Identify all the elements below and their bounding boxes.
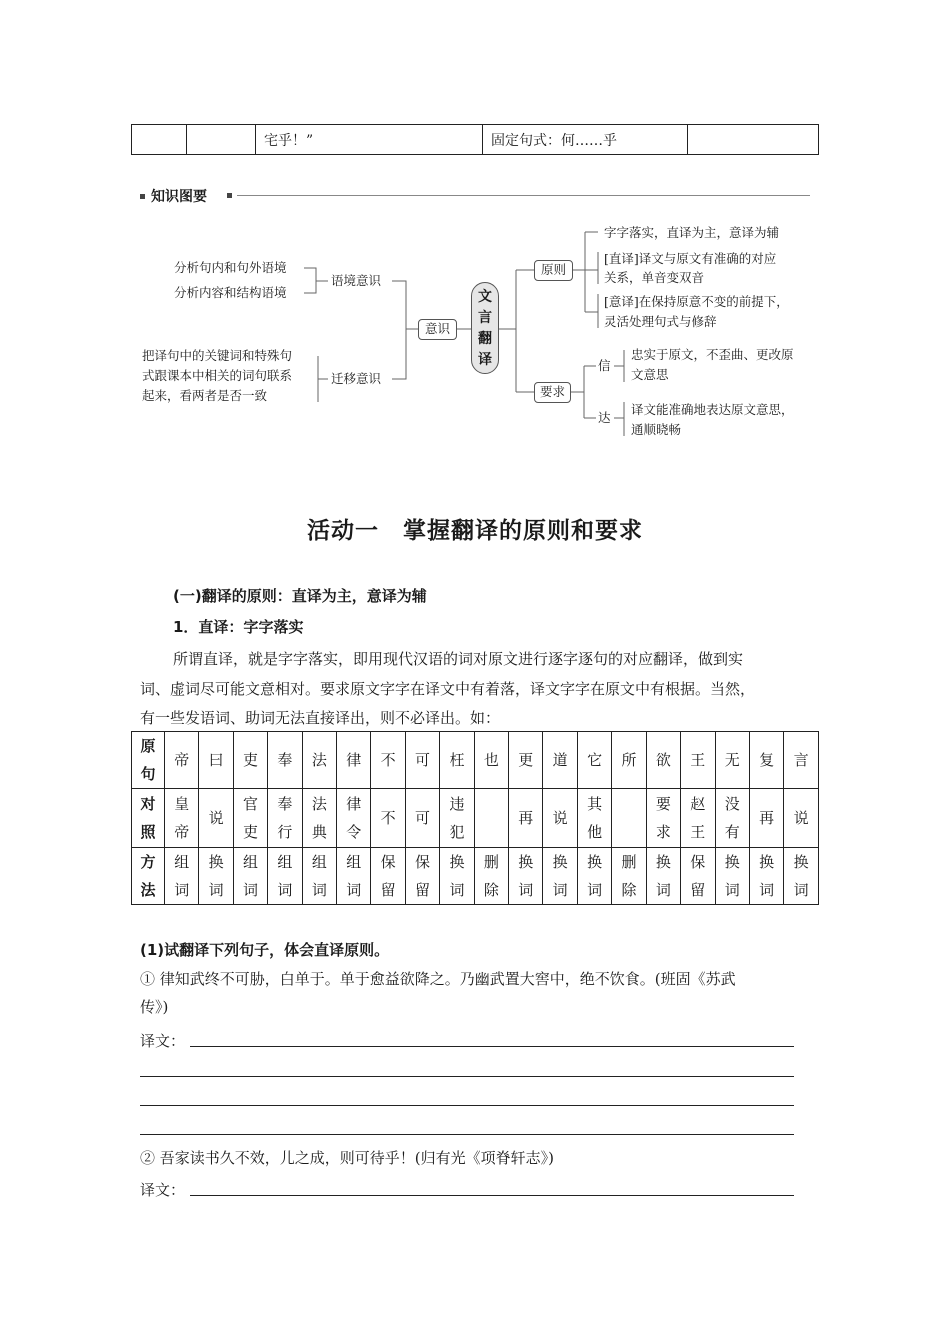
center-char: 译 bbox=[478, 352, 492, 368]
method-cell-char: 留 bbox=[415, 881, 431, 899]
method-cell-char: 删 bbox=[483, 853, 499, 871]
original-char-cell: 枉 bbox=[440, 732, 474, 789]
answer-line[interactable] bbox=[190, 1046, 794, 1047]
contrast-cell-char: 他 bbox=[587, 823, 603, 841]
method-cell-char: 换 bbox=[518, 853, 534, 871]
paragraph-line: 所谓直译，就是字字落实，即用现代汉语的词对原文进行逐字逐句的对应翻译，做到实 bbox=[173, 650, 744, 668]
contrast-cell-char: 不 bbox=[380, 809, 396, 827]
method-cell-char: 删 bbox=[621, 853, 637, 871]
exercise-title: (1)试翻译下列句子，体会直译原则。 bbox=[140, 941, 390, 959]
method-cell-char: 换 bbox=[449, 853, 465, 871]
method-cell bbox=[268, 848, 302, 905]
row-header bbox=[132, 789, 165, 848]
original-char-cell: 言 bbox=[784, 732, 819, 789]
exercise-question: ② 吾家读书久不效，儿之成，则可待乎！(归有光《项脊轩志》) bbox=[140, 1149, 554, 1167]
method-cell-char: 换 bbox=[724, 853, 740, 871]
paragraph-line: 词、虚词尽可能文意相对。要求原文字字在译文中有着落，译文字字在原文中有根据。当然， bbox=[140, 680, 756, 698]
contrast-cell bbox=[440, 789, 474, 848]
original-char-cell: 所 bbox=[612, 732, 646, 789]
method-cell-char: 词 bbox=[759, 881, 775, 899]
mindmap-node-qianyi: 迁移意识 bbox=[331, 371, 382, 386]
contrast-cell-char: 其 bbox=[587, 795, 603, 813]
mindmap-center bbox=[471, 282, 499, 374]
method-cell-char: 保 bbox=[690, 853, 706, 871]
method-cell bbox=[715, 848, 749, 905]
method-cell bbox=[646, 848, 680, 905]
original-char-cell: 也 bbox=[474, 732, 508, 789]
row-header bbox=[132, 732, 165, 789]
center-char: 言 bbox=[478, 310, 492, 326]
contrast-cell bbox=[405, 789, 439, 848]
mindmap-node-yaoqiu: 要求 bbox=[534, 382, 571, 403]
method-cell-char: 词 bbox=[552, 881, 568, 899]
method-cell-char: 组 bbox=[311, 853, 327, 871]
original-char-cell: 律 bbox=[337, 732, 371, 789]
method-cell bbox=[337, 848, 371, 905]
contrast-cell bbox=[577, 789, 611, 848]
table-cell: 固定句式：何……乎 bbox=[483, 125, 688, 155]
method-cell bbox=[543, 848, 577, 905]
contrast-cell-char: 说 bbox=[552, 809, 568, 827]
method-cell bbox=[784, 848, 819, 905]
original-char-cell: 道 bbox=[543, 732, 577, 789]
contrast-cell bbox=[233, 789, 267, 848]
contrast-cell-char: 律 bbox=[346, 795, 362, 813]
mindmap-leaf: 灵活处理句式与修辞 bbox=[604, 314, 717, 329]
original-char-cell: 帝 bbox=[165, 732, 199, 789]
method-cell-char: 词 bbox=[208, 881, 224, 899]
mindmap-node-xin: 信 bbox=[598, 358, 611, 373]
mindmap-leaf: 分析内容和结构语境 bbox=[174, 285, 287, 300]
method-cell-char: 除 bbox=[483, 881, 499, 899]
row-header-char: 照 bbox=[140, 823, 156, 841]
method-cell bbox=[612, 848, 646, 905]
original-char-cell: 更 bbox=[509, 732, 543, 789]
mindmap-node-yuanze: 原则 bbox=[534, 260, 573, 281]
method-cell-char: 留 bbox=[690, 881, 706, 899]
method-cell-char: 换 bbox=[587, 853, 603, 871]
mindmap-leaf: 译文能准确地表达原文意思， bbox=[631, 402, 794, 417]
mindmap-leaf: 把译句中的关键词和特殊句 bbox=[142, 348, 293, 363]
row-header-char: 句 bbox=[140, 765, 156, 783]
answer-line[interactable] bbox=[140, 1134, 794, 1135]
method-cell-char: 换 bbox=[655, 853, 671, 871]
original-char-cell: 欲 bbox=[646, 732, 680, 789]
contrast-cell bbox=[784, 789, 819, 848]
method-cell-char: 词 bbox=[346, 881, 362, 899]
mindmap-leaf: 字字落实，直译为主，意译为辅 bbox=[604, 225, 780, 240]
mindmap-leaf: 式跟课本中相关的词句联系 bbox=[142, 368, 293, 383]
original-char-cell: 曰 bbox=[199, 732, 233, 789]
subheading: (一)翻译的原则：直译为主，意译为辅 bbox=[173, 587, 427, 605]
mindmap-node-yujing: 语境意识 bbox=[331, 273, 382, 288]
row-header-char: 对 bbox=[140, 795, 156, 813]
contrast-cell-char: 要 bbox=[655, 795, 671, 813]
contrast-cell-char: 典 bbox=[311, 823, 327, 841]
original-char-cell: 可 bbox=[405, 732, 439, 789]
contrast-cell-char: 可 bbox=[415, 809, 431, 827]
contrast-cell-char: 奉 bbox=[277, 795, 293, 813]
contrast-cell bbox=[543, 789, 577, 848]
row-header-char: 原 bbox=[140, 737, 156, 755]
original-char-cell: 不 bbox=[371, 732, 405, 789]
contrast-cell-char: 说 bbox=[208, 809, 224, 827]
method-cell-char: 词 bbox=[449, 881, 465, 899]
row-header bbox=[132, 848, 165, 905]
mindmap-node-yishi: 意识 bbox=[418, 319, 457, 340]
contrast-cell-char: 官 bbox=[243, 795, 259, 813]
answer-line[interactable] bbox=[140, 1076, 794, 1077]
contrast-cell bbox=[337, 789, 371, 848]
method-cell-char: 词 bbox=[518, 881, 534, 899]
contrast-cell bbox=[199, 789, 233, 848]
original-char-cell: 无 bbox=[715, 732, 749, 789]
original-char-cell: 它 bbox=[577, 732, 611, 789]
method-cell bbox=[405, 848, 439, 905]
original-char-cell: 吏 bbox=[233, 732, 267, 789]
contrast-cell bbox=[681, 789, 715, 848]
paragraph-line: 有一些发语词、助词无法直接译出，则不必译出。如： bbox=[140, 709, 501, 727]
method-cell-char: 词 bbox=[311, 881, 327, 899]
method-cell bbox=[440, 848, 474, 905]
contrast-cell-char: 没 bbox=[724, 795, 740, 813]
contrast-cell bbox=[749, 789, 783, 848]
answer-label: 译文： bbox=[140, 1032, 186, 1050]
method-cell-char: 保 bbox=[380, 853, 396, 871]
contrast-cell bbox=[268, 789, 302, 848]
center-char: 翻 bbox=[478, 331, 492, 347]
method-cell bbox=[199, 848, 233, 905]
contrast-cell-char: 令 bbox=[346, 823, 362, 841]
contrast-cell-char: 有 bbox=[724, 823, 740, 841]
mindmap-node-da: 达 bbox=[598, 410, 611, 425]
contrast-cell-char: 求 bbox=[655, 823, 671, 841]
contrast-cell bbox=[371, 789, 405, 848]
method-cell-char: 组 bbox=[174, 853, 190, 871]
contrast-cell-char: 王 bbox=[690, 823, 706, 841]
method-cell-char: 词 bbox=[793, 881, 809, 899]
mindmap-leaf: 忠实于原文，不歪曲、更改原 bbox=[631, 347, 794, 362]
exercise-question: ① 律知武终不可胁，白单于。单于愈益欲降之。乃幽武置大窖中，绝不饮食。(班固《苏武 bbox=[140, 970, 736, 988]
section-title: 知识图要 bbox=[151, 189, 207, 205]
method-cell-char: 除 bbox=[621, 881, 637, 899]
method-cell bbox=[749, 848, 783, 905]
method-cell-char: 换 bbox=[759, 853, 775, 871]
method-cell bbox=[681, 848, 715, 905]
method-cell-char: 换 bbox=[793, 853, 809, 871]
contrast-cell bbox=[302, 789, 336, 848]
method-cell-char: 词 bbox=[724, 881, 740, 899]
contrast-cell bbox=[646, 789, 680, 848]
contrast-cell bbox=[474, 789, 508, 848]
original-char-cell: 复 bbox=[749, 732, 783, 789]
mindmap-leaf: 分析句内和句外语境 bbox=[174, 260, 287, 275]
contrast-cell-char: 法 bbox=[311, 795, 327, 813]
contrast-cell bbox=[612, 789, 646, 848]
mindmap-leaf: 关系，单音变双音 bbox=[604, 270, 705, 285]
method-cell bbox=[165, 848, 199, 905]
method-cell bbox=[577, 848, 611, 905]
answer-line[interactable] bbox=[190, 1195, 794, 1196]
method-cell-char: 词 bbox=[243, 881, 259, 899]
method-cell-char: 词 bbox=[587, 881, 603, 899]
original-char-cell: 法 bbox=[302, 732, 336, 789]
exercise-question: 传》) bbox=[140, 998, 169, 1016]
method-cell-char: 词 bbox=[277, 881, 293, 899]
contrast-cell-char: 再 bbox=[518, 809, 534, 827]
method-cell bbox=[302, 848, 336, 905]
contrast-cell-char: 皇 bbox=[174, 795, 190, 813]
table-cell: 宅乎！” bbox=[256, 125, 483, 155]
row-header-char: 法 bbox=[140, 881, 156, 899]
mindmap-leaf: [意译]在保持原意不变的前提下， bbox=[604, 294, 789, 309]
mindmap-leaf: 起来，看两者是否一致 bbox=[142, 388, 268, 403]
contrast-cell-char: 说 bbox=[793, 809, 809, 827]
contrast-cell bbox=[165, 789, 199, 848]
method-cell bbox=[474, 848, 508, 905]
method-cell-char: 词 bbox=[174, 881, 190, 899]
contrast-cell-char: 违 bbox=[449, 795, 465, 813]
answer-label: 译文： bbox=[140, 1181, 186, 1199]
method-cell-char: 保 bbox=[415, 853, 431, 871]
method-cell-char: 组 bbox=[243, 853, 259, 871]
method-cell-char: 换 bbox=[208, 853, 224, 871]
original-char-cell: 王 bbox=[681, 732, 715, 789]
contrast-cell-char: 赵 bbox=[690, 795, 706, 813]
method-cell bbox=[371, 848, 405, 905]
method-cell-char: 换 bbox=[552, 853, 568, 871]
translation-table bbox=[131, 731, 819, 905]
mindmap-leaf: 通顺晓畅 bbox=[631, 422, 682, 437]
method-cell-char: 词 bbox=[655, 881, 671, 899]
contrast-cell-char: 再 bbox=[759, 809, 775, 827]
center-char: 文 bbox=[478, 289, 492, 305]
subheading: 1．直译：字字落实 bbox=[173, 618, 304, 636]
method-cell bbox=[233, 848, 267, 905]
mindmap-leaf: [直译]译文与原文有准确的对应 bbox=[604, 251, 777, 266]
mindmap-leaf: 文意思 bbox=[631, 367, 669, 382]
contrast-cell-char: 帝 bbox=[174, 823, 190, 841]
method-cell bbox=[509, 848, 543, 905]
answer-line[interactable] bbox=[140, 1105, 794, 1106]
contrast-cell bbox=[509, 789, 543, 848]
contrast-cell bbox=[715, 789, 749, 848]
method-cell-char: 留 bbox=[380, 881, 396, 899]
method-cell-char: 组 bbox=[277, 853, 293, 871]
method-cell-char: 组 bbox=[346, 853, 362, 871]
contrast-cell-char: 行 bbox=[277, 823, 293, 841]
contrast-cell-char: 吏 bbox=[243, 823, 259, 841]
original-char-cell: 奉 bbox=[268, 732, 302, 789]
contrast-cell-char: 犯 bbox=[449, 823, 465, 841]
page-title: 活动一 掌握翻译的原则和要求 bbox=[307, 518, 643, 544]
row-header-char: 方 bbox=[140, 853, 156, 871]
